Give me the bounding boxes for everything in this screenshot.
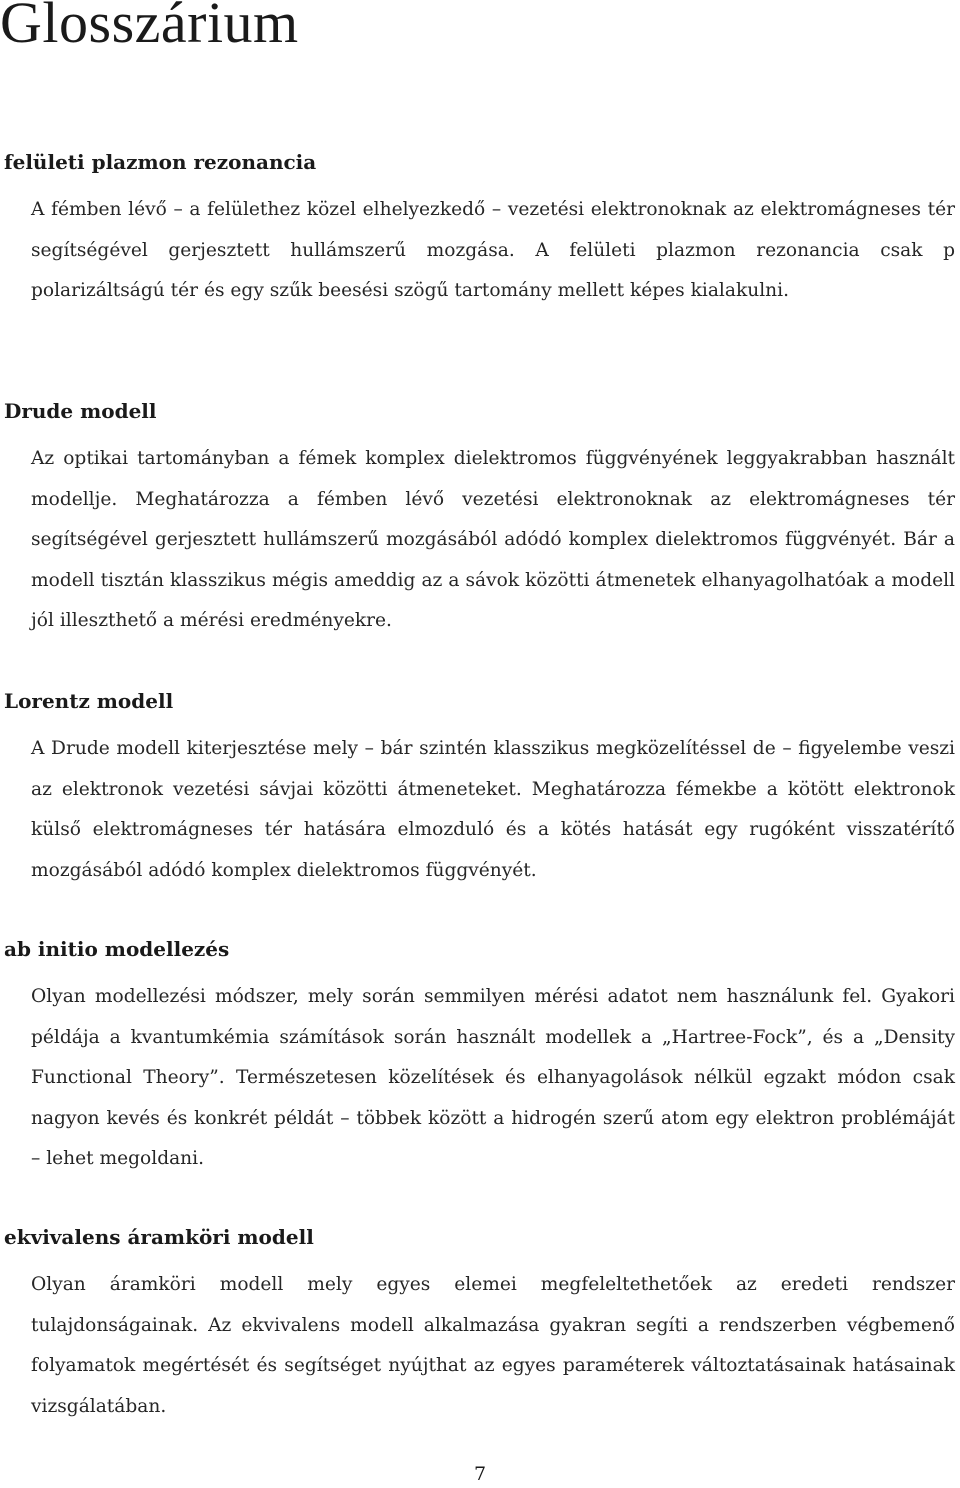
glossary-term: ekvivalens áramköri modell [4, 1225, 314, 1249]
glossary-definition: Olyan áramköri modell mely egyes elemei megfeleltethetőek az eredeti rendszer tulajdonságainak. Az ekvivalens modell alkalmazása gyakran segíti a rendszerben végbemenő folyamatok megértését és segítséget nyújthat az egyes paraméterek változtatásainak hatásainak vizsgálatában. [31, 1274, 955, 1417]
glossary-term: felületi plazmon rezonancia [4, 150, 317, 174]
glossary-entry-ekvivalens-aramkori-modell [0, 1223, 960, 1427]
glossary-definition: A fémben lévő – a felülethez közel elhelyezkedő – vezetési elektronoknak az elektromágneses tér segítségével gerjesztett hullámszerű mozgása. A felületi plazmon rezonancia csak p polarizáltságú tér és egy szűk beesési szögű tartomány mellett képes kialakulni. [31, 199, 955, 301]
glossary-term: Lorentz modell [4, 689, 174, 713]
glossary-entry-lorentz-modell [0, 687, 960, 891]
glossary-entry-drude-modell [0, 397, 960, 642]
glossary-term: ab initio modellezés [4, 937, 230, 961]
page-title: Glosszárium [0, 0, 299, 55]
page-number: 7 [473, 1463, 487, 1485]
glossary-entry-feluleti-plazmon-rezonancia [0, 148, 960, 312]
glossary-definition: A Drude modell kiterjesztése mely – bár szintén klasszikus megközelítéssel de – figyelembe veszi az elektronok vezetési sávjai közötti átmeneteket. Meghatározza fémekbe a kötött elektronok külső elektromágneses tér hatására elmozduló és a kötés hatását egy rugóként visszatérítő mozgásából adódó komplex dielektromos függvényét. [31, 738, 955, 881]
glossary-entry-ab-initio-modellezes [0, 935, 960, 1180]
glossary-term: Drude modell [4, 399, 157, 423]
glossary-definition: Az optikai tartományban a fémek komplex dielektromos függvényének leggyakrabban használt modellje. Meghatározza a fémben lévő vezetési elektronoknak az elektromágneses tér segítségével gerjesztett hullámszerű mozgásából adódó komplex dielektromos függvényét. Bár a modell tisztán klasszikus mégis ameddig az a sávok közötti átmenetek elhanyagolhatóak a modell jól illeszthető a mérési eredményekre. [31, 448, 955, 631]
glossary-definition: Olyan modellezési módszer, mely során semmilyen mérési adatot nem használunk fel. Gyakori példája a kvantumkémia számítások során használt modellek a „Hartree-Fock”, és a „Density Functional Theory”. Természetesen közelítések és elhanyagolások nélkül egzakt módon csak nagyon kevés és konkrét példát – többek között a hidrogén szerű atom egy elektron problémáját – lehet megoldani. [31, 986, 955, 1169]
